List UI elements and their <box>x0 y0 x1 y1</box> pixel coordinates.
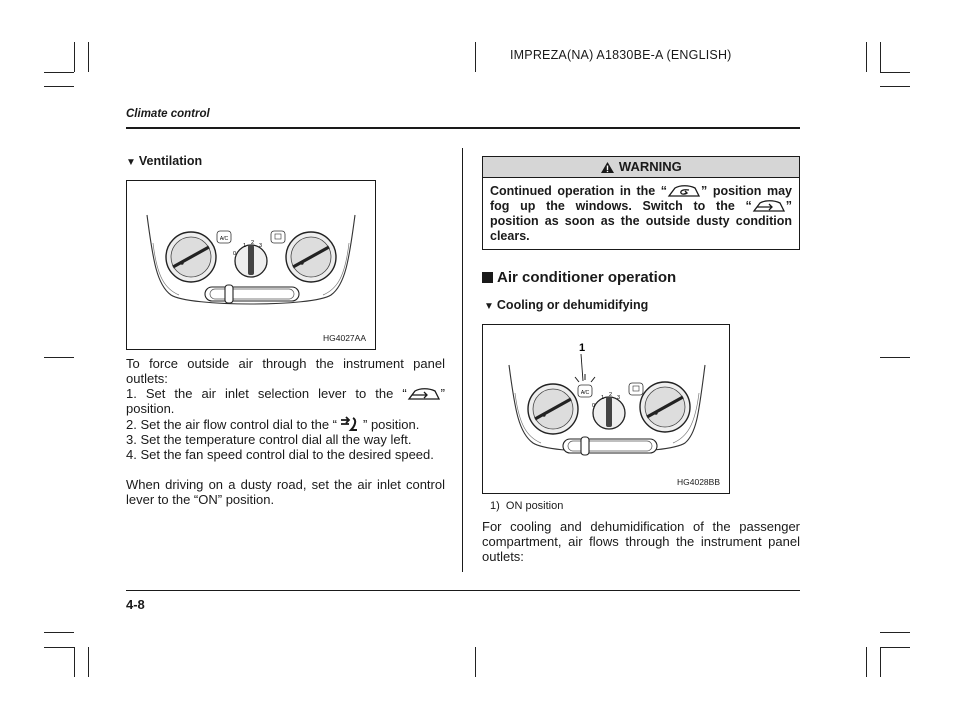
ventilation-instructions <box>126 356 445 507</box>
crop-mark <box>866 647 867 677</box>
crop-mark <box>44 647 74 648</box>
ac-label: A/C <box>580 390 590 396</box>
fan-speed-3: 3 <box>259 243 263 249</box>
callout-number: 1 <box>579 342 586 354</box>
page-number: 4-8 <box>126 597 145 612</box>
ventilation-subheading: ▼ Ventilation <box>126 154 203 168</box>
crop-mark <box>88 42 89 72</box>
fan-speed-0: 0 <box>233 251 237 257</box>
cooling-body-text: For cooling and dehumidification of the passenger compartment, air flows through the instrument panel outlets: <box>482 519 800 564</box>
crop-mark <box>880 647 910 648</box>
crop-mark <box>866 42 867 72</box>
ac-label: A/C <box>219 236 229 242</box>
fan-speed-3: 3 <box>617 395 621 401</box>
crop-mark <box>74 647 75 677</box>
warning-box <box>482 156 800 250</box>
section-title: Climate control <box>126 108 210 120</box>
fan-speed-1: 1 <box>243 243 247 249</box>
control-panel-illustration <box>127 181 375 349</box>
crop-mark <box>475 647 476 677</box>
bullet-triangle-icon: ▼ <box>484 301 494 312</box>
step-3: 3. Set the temperature control dial all the way left. <box>126 432 412 447</box>
vent-flow-icon <box>337 416 363 432</box>
fan-speed-1: 1 <box>601 395 605 401</box>
heading-square-bullet <box>482 272 493 283</box>
crop-mark <box>44 86 74 87</box>
crop-mark <box>44 632 74 633</box>
crop-mark <box>880 632 910 633</box>
crop-mark <box>880 42 881 72</box>
crop-mark <box>44 357 74 358</box>
crop-mark <box>74 42 75 72</box>
document-code: IMPREZA(NA) A1830BE-A (ENGLISH) <box>510 48 732 62</box>
crop-mark <box>44 72 74 73</box>
intro-text: To force outside air through the instrument panel outlets: <box>126 356 445 386</box>
warning-text: Continued operation in the “ ” position may fog up the windows. Switch to the “ ” position as soon as the outside dusty condition clears. <box>490 184 792 243</box>
crop-mark <box>88 647 89 677</box>
crop-mark <box>475 42 476 72</box>
ac-operation-heading: Air conditioner operation <box>482 269 676 286</box>
control-panel-illustration <box>483 325 729 493</box>
column-divider <box>462 148 463 572</box>
step-2: 2. Set the air flow control dial to the “ ” position. <box>126 417 420 432</box>
ventilation-figure <box>126 180 376 350</box>
figure-code: HG4028BB <box>677 477 720 487</box>
step-4: 4. Set the fan speed control dial to the desired speed. <box>126 447 434 462</box>
header-rule <box>126 127 800 129</box>
warning-header: WARNING <box>483 157 799 178</box>
warning-triangle-icon <box>600 161 615 174</box>
figure-code: HG4027AA <box>323 333 366 343</box>
footer-rule <box>126 590 800 591</box>
fan-speed-0: 0 <box>592 403 596 409</box>
crop-mark <box>880 647 881 677</box>
fan-speed-2: 2 <box>609 392 613 398</box>
fan-speed-2: 2 <box>251 240 255 246</box>
dusty-road-text: When driving on a dusty road, set the air inlet control lever to the “ON” position. <box>126 477 445 507</box>
crop-mark <box>880 72 910 73</box>
step-1: 1. Set the air inlet selection lever to the “ ” position. <box>126 386 445 416</box>
outside-air-icon <box>752 199 786 213</box>
cooling-figure <box>482 324 730 494</box>
figure-note: 1) ON position <box>490 500 564 512</box>
bullet-triangle-icon: ▼ <box>126 157 136 168</box>
cooling-subheading: ▼ Cooling or dehumidifying <box>484 298 649 312</box>
outside-air-icon <box>407 387 441 401</box>
recirculation-icon <box>667 184 701 198</box>
crop-mark <box>880 86 910 87</box>
crop-mark <box>880 357 910 358</box>
